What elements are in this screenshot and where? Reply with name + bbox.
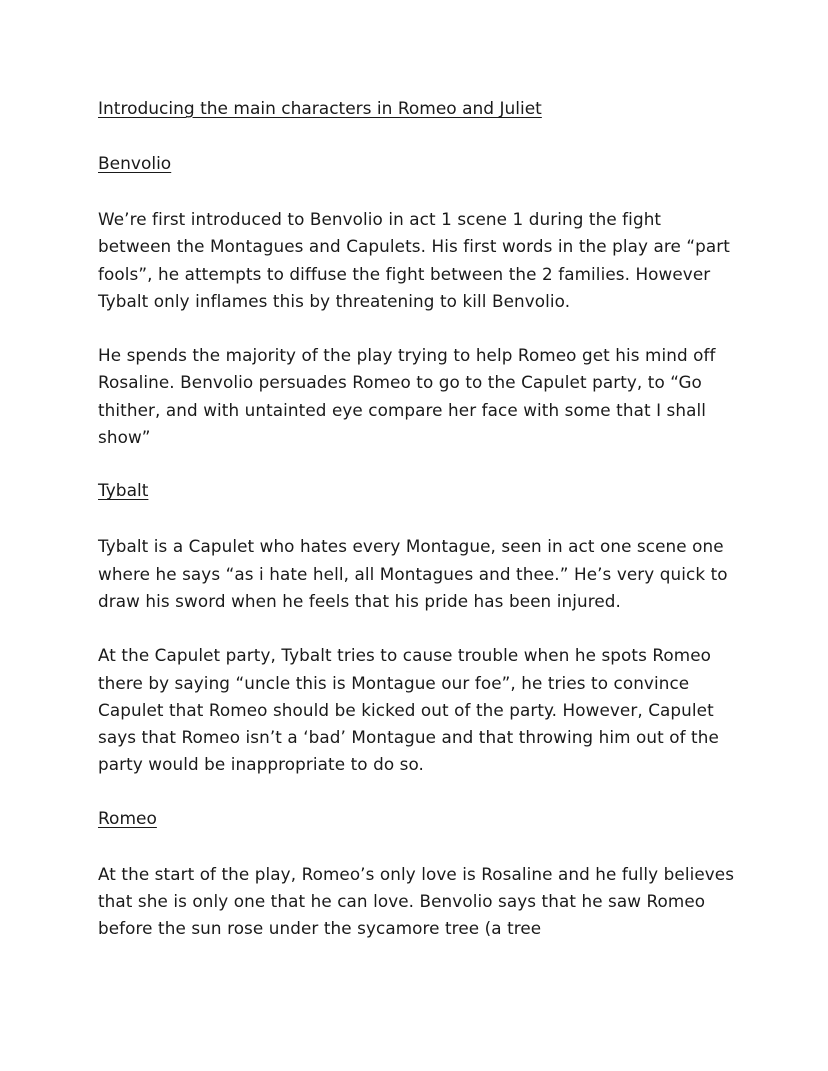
section-heading: Benvolio	[98, 154, 172, 174]
paragraph: He spends the majority of the play trying to help Romeo get his mind off Rosaline. Benvolio persuades Romeo to go to the Capulet party, to “Go thither, and with untainted eye compare her face with some that I shall show”	[98, 345, 716, 448]
section-heading: Tybalt	[98, 481, 149, 502]
paragraph: At the start of the play, Romeo’s only love is Rosaline and he fully believes that she is only one that he can love. Benvolio says that he saw Romeo before the sun rose under the sycamore tree (a tree	[98, 863, 735, 939]
paragraph: Tybalt is a Capulet who hates every Montague, seen in act one scene one where he says “as i hate hell, all Montagues and thee.” He’s very quick to draw his sword when he feels that his pride has been injured.	[98, 536, 728, 611]
section-heading: Romeo	[98, 808, 157, 829]
section-tybalt	[98, 478, 738, 778]
document-body	[98, 96, 738, 970]
section-romeo	[98, 806, 738, 943]
document-title: Introducing the main characters in Romeo and Juliet	[98, 99, 542, 119]
paragraph: At the Capulet party, Tybalt tries to cause trouble when he spots Romeo there by saying “uncle this is Montague our foe”, he tries to convince Capulet that Romeo should be kicked out of the party. However, Capulet says that Romeo isn’t a ‘bad’ Montague and that throwing him out of the party would be inappropriate to do so.	[98, 645, 719, 775]
paragraph: We’re first introduced to Benvolio in act 1 scene 1 during the fight between the Montagues and Capulets. His first words in the play are “part fools”, he attempts to diffuse the fight between the 2 families. However Tybalt only inflames this by threatening to kill Benvolio.	[98, 209, 730, 311]
section-benvolio	[98, 151, 738, 451]
